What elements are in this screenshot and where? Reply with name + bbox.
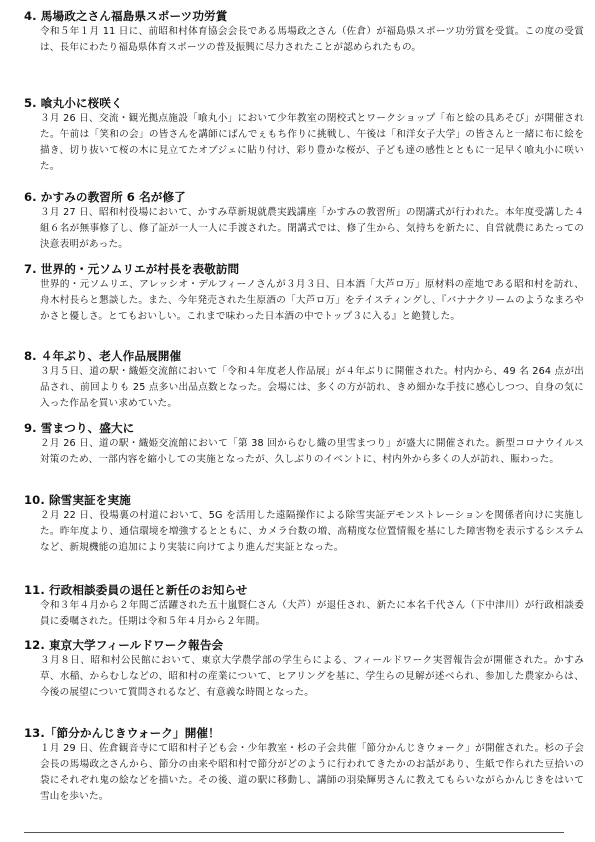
article-body: 令和５年１月 11 日に、前昭和村体育協会会長である馬場政之さん（佐倉）が福島県スポーツ功労賞を受賞。この度の受賞は、長年にわたり福島県体育スポーツの普及振興に尽力されたことが認められたもの。 [40, 26, 584, 53]
article-body: 令和３年４月から２年間ご活躍された五十嵐賢仁さん（大芦）が退任され、新たに本名千代さん（下中津川）が行政相談委員に委嘱された。任期は令和５年４月から２年間。 [40, 600, 584, 627]
article-snow-removal [24, 493, 584, 556]
footer-divider [24, 832, 564, 833]
article-counselor [24, 583, 584, 630]
article-body: ３月５日、道の駅・織姫交流館において「令和４年度老人作品展」が４年ぶりに開催された。村内から、49 名 264 点が出品され、前回よりも 25 点多い出品点数となった。会場には、多くの方が訪れ、きめ細かな手技に感心しつつ、自身の気に入った作品を買い求めていた。 [40, 366, 584, 409]
article-body: ３月８日、昭和村公民館において、東京大学農学部の学生らによる、フィールドワーク実習報告会が開催された。かすみ草、水稲、からむしなどの、昭和村の産業について、ヒアリングを基に、学生らの見解が述べられ、参加した農家からは、今後の展望について質問されるなど、有意義な時間となった。 [40, 655, 584, 698]
article-body: ２月 22 日、役場裏の村道において、5G を活用した遠隔操作による除雪実証デモンストレーションを関係者向けに実施した。昨年度より、通信環境を増強するとともに、カメラ台数の増、高精度な位置情報を基にした障害物を表示するシステムなど、新規機能の追加により実装に向けてより進んだ実証となった。 [40, 510, 584, 553]
article-heading: 12. 東京大学フィールドワーク報告会 [24, 638, 224, 652]
article-heading: 13.「節分かんじきウォーク」開催！ [24, 726, 220, 740]
article-body: ３月 27 日、昭和村役場において、かすみ草新規就農実践講座「かすみの教習所」の閉講式が行われた。本年度受講した４組６名が無事修了し、修了証が一人一人に手渡された。閉講式では、修了生から、気持ちを新たに、自営就農にあたっての決意表明があった。 [40, 207, 584, 250]
article-snow-festival [24, 421, 584, 468]
article-body: ２月 26 日、道の駅・織姫交流館において「第 38 回からむし織の里雪まつり」が盛大に開催された。新型コロナウイルス対策のため、一部内容を縮小しての実施となったが、久しぶりのイベントに、村内外から多くの人が訪れ、賑わった。 [40, 438, 584, 465]
article-body: 世界的・元ソムリエ、アレッシオ・デルフィーノさんが３月３日、日本酒「大芦ロ万」原材料の産地である昭和村を訪れ、舟木村長らと懇談した。また、今年発売された生原酒の「大芦ロ万」をテイスティングし、『バナナクリームのようなまろやかさと優しさ。とてもおいしい。これまで味わった日本酒の中でトップ３に入る』と絶賛した。 [40, 279, 584, 322]
article-kanjiki-walk [24, 726, 584, 805]
article-body: １月 29 日、佐倉観音寺にて昭和村子ども会・少年教室・杉の子会共催「節分かんじきウォーク」が開催された。杉の子会会長の馬場政之さんから、節分の由来や昭和村で節分がどのように行われてきたかのお話があり、生紙で作られた豆拾いの袋にそれぞれ鬼の絵などを描いた。その後、道の駅に移動し、講師の羽染輝男さんに教えてもらいながらかんじきをはいて雪山を歩いた。 [40, 743, 584, 802]
article-heading: 11. 行政相談委員の退任と新任のお知らせ [24, 583, 248, 597]
article-body: ３月 26 日、交流・観光拠点施設「喰丸小」において少年教室の閉校式とワークショップ「布と絵の具あそび」が開催された。午前は「笑和の会」の皆さんを講師にばんでぇもち作りに挑戦し、午後は「和洋女子大学」の皆さんと一緒に布に絵を描き、切り抜いて桜の木に見立てたオブジェに貼り付け、彩り豊かな桜が、子ども達の感性とともに一足早く喰丸小に咲いた。 [40, 113, 584, 172]
article-heading: 7. 世界的・元ソムリエが村長を表敬訪問 [24, 262, 240, 276]
article-kuimaru [24, 96, 584, 175]
article-heading: 9. 雪まつり、盛大に [24, 421, 135, 435]
article-heading: 4. 馬場政之さん福島県スポーツ功労賞 [24, 9, 228, 23]
article-kasumi [24, 190, 584, 253]
article-heading: 5. 喰丸小に桜咲く [24, 96, 123, 110]
article-heading: 8. ４年ぶり、老人作品展開催 [24, 349, 182, 363]
article-heading: 6. かすみの教習所 6 名が修了 [24, 190, 186, 204]
article-exhibition [24, 349, 584, 412]
article-fieldwork [24, 638, 584, 701]
article-heading: 10. 除雪実証を実施 [24, 493, 131, 507]
article-award [24, 9, 584, 56]
article-sommelier [24, 262, 584, 325]
